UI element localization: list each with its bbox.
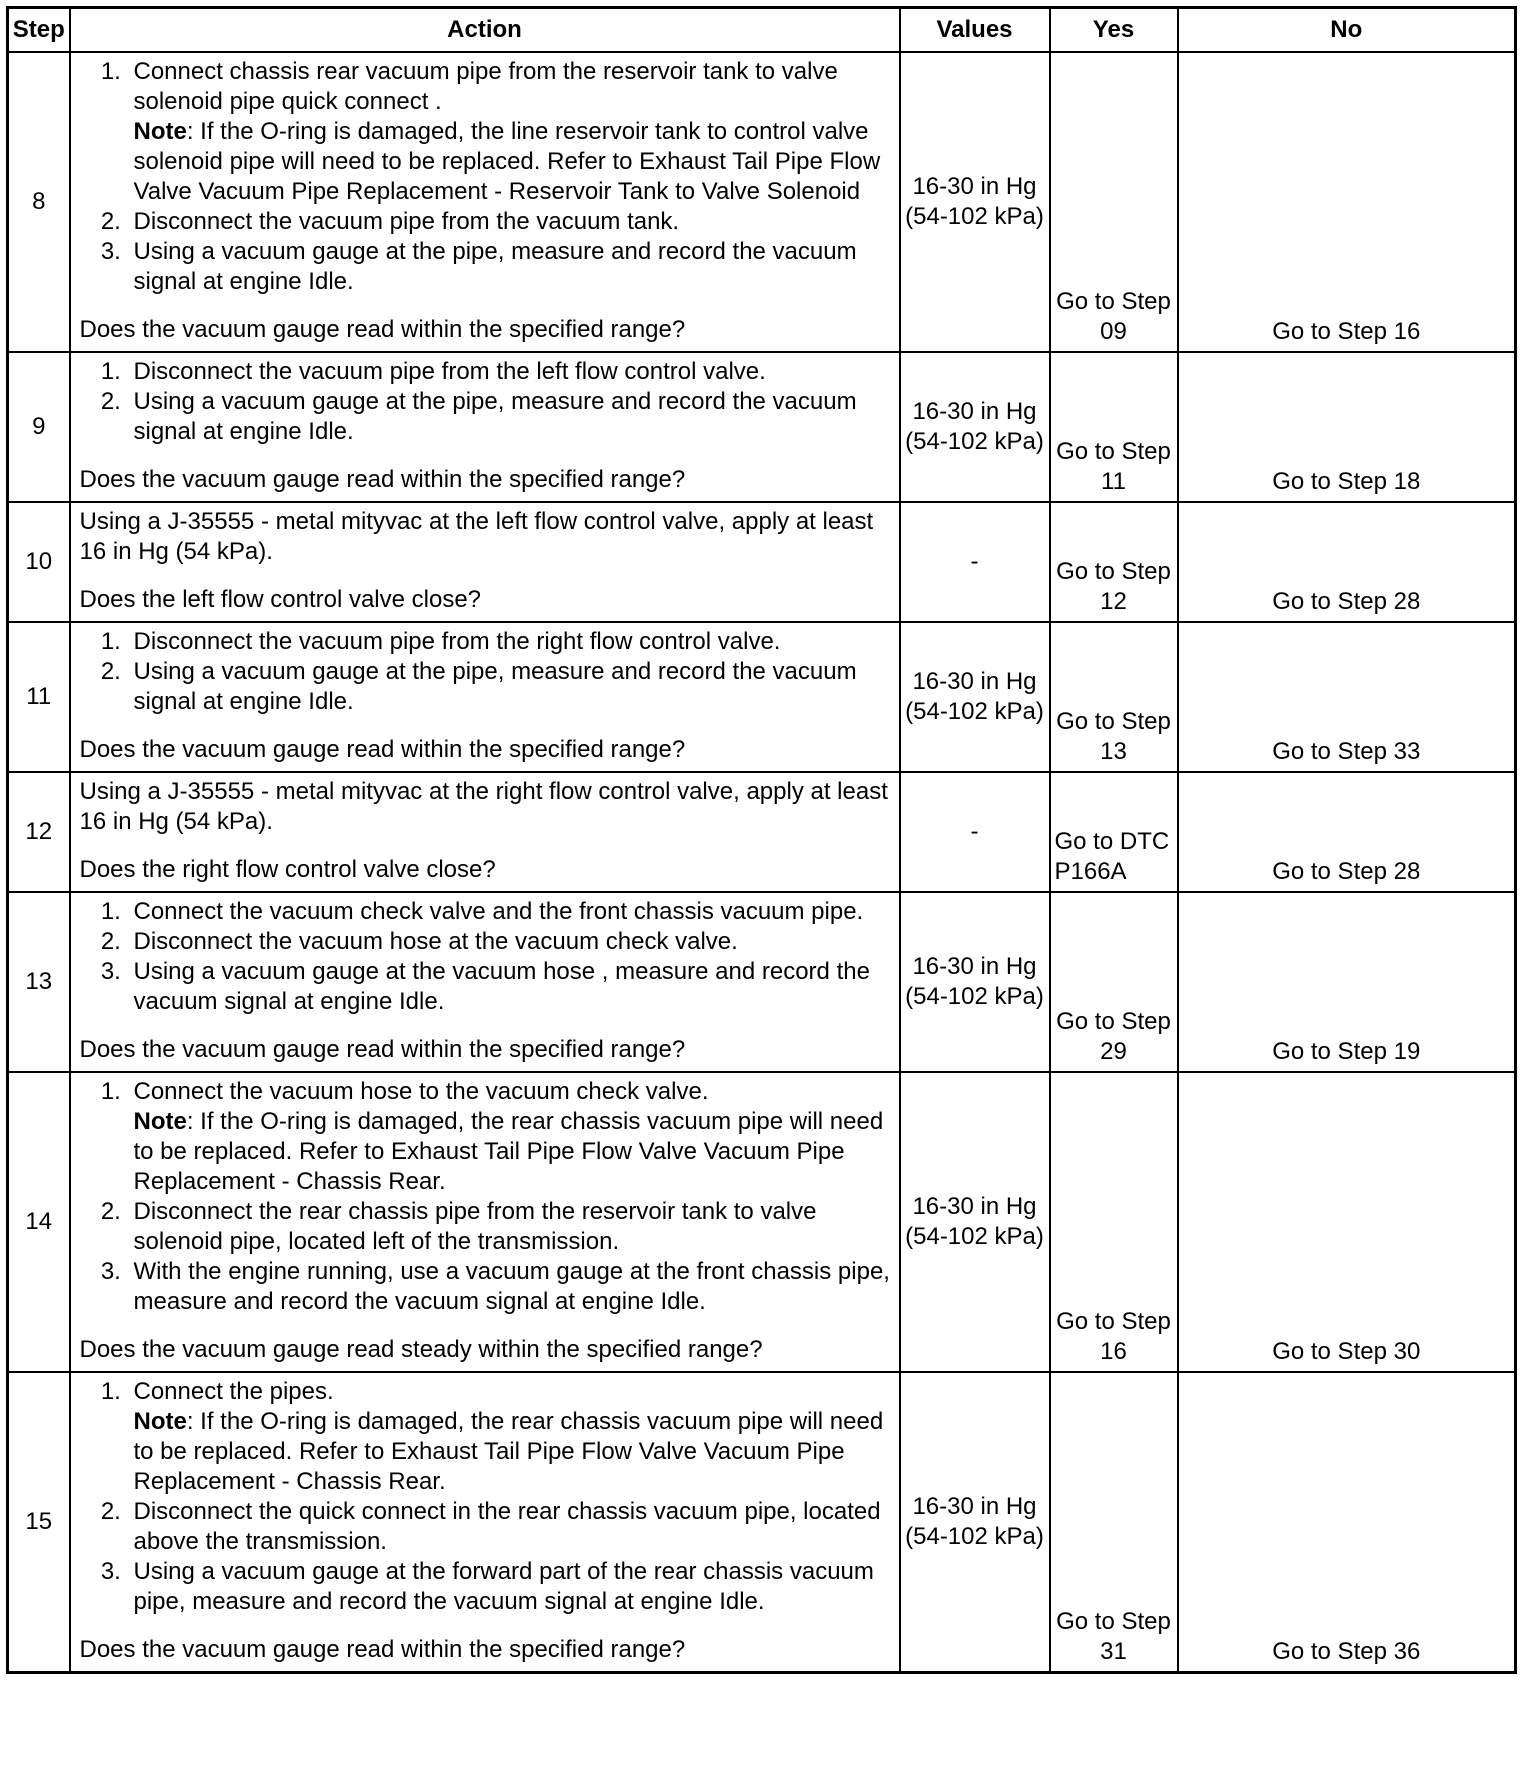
table-row (8, 502, 1516, 622)
header-action: Action (70, 8, 900, 53)
action-paragraph: Using a J-35555 - metal mityvac at the left flow control valve, apply at least 16 in Hg (54 kPa). (79, 508, 874, 565)
note-label: Note (133, 1408, 187, 1435)
no-link[interactable]: Go to Step 33 (1178, 622, 1516, 772)
question-text: Does the vacuum gauge read within the specified range? (79, 316, 686, 343)
step-number: 10 (8, 502, 70, 622)
values-cell: 16-30 in Hg (54-102 kPa) (900, 622, 1050, 772)
table-row (8, 352, 1516, 502)
yes-link[interactable]: Go to Step 11 (1050, 352, 1178, 502)
yes-link[interactable]: Go to DTC P166A (1050, 772, 1178, 892)
step-number: 15 (8, 1372, 70, 1673)
header-yes: Yes (1050, 8, 1178, 53)
values-cell: 16-30 in Hg (54-102 kPa) (900, 1372, 1050, 1673)
table-row (8, 622, 1516, 772)
note (134, 1407, 893, 1497)
note-label: Note (133, 1108, 187, 1135)
diagnostic-table (6, 6, 1517, 1674)
list-item: 1. Disconnect the vacuum pipe from the left flow control valve. (128, 357, 893, 387)
yes-link[interactable]: Go to Step 09 (1050, 52, 1178, 352)
yes-link[interactable]: Go to Step 29 (1050, 892, 1178, 1072)
header-no: No (1178, 8, 1516, 53)
list-item (128, 1377, 893, 1497)
no-link[interactable]: Go to Step 36 (1178, 1372, 1516, 1673)
action-step-text: Connect the vacuum hose to the vacuum check valve. (133, 1078, 709, 1105)
action-cell (70, 772, 900, 892)
table-row (8, 1072, 1516, 1372)
action-step-text: Connect chassis rear vacuum pipe from the reservoir tank to valve solenoid pipe quick connect . (133, 58, 838, 115)
no-link[interactable]: Go to Step 18 (1178, 352, 1516, 502)
question-text: Does the vacuum gauge read within the specified range? (79, 736, 686, 763)
values-cell: - (900, 772, 1050, 892)
note-text: : If the O-ring is damaged, the line reservoir tank to control valve solenoid pipe will need to be replaced. Refer to Exhaust Tail Pipe Flow Valve Vacuum Pipe Replacement - Reservoir Tank to Valve Solenoid (133, 118, 881, 205)
note-label: Note (133, 118, 187, 145)
list-item: 3. Using a vacuum gauge at the pipe, measure and record the vacuum signal at engine Idle. (128, 237, 893, 297)
values-cell: 16-30 in Hg (54-102 kPa) (900, 892, 1050, 1072)
step-number: 12 (8, 772, 70, 892)
list-item: 2. Disconnect the quick connect in the rear chassis vacuum pipe, located above the transmission. (128, 1497, 893, 1557)
table-row (8, 892, 1516, 1072)
action-steps-list (80, 627, 893, 717)
step-number: 9 (8, 352, 70, 502)
action-steps-list (80, 357, 893, 447)
action-steps-list (80, 57, 893, 297)
list-item (128, 57, 893, 207)
no-link[interactable]: Go to Step 28 (1178, 772, 1516, 892)
no-link[interactable]: Go to Step 30 (1178, 1072, 1516, 1372)
question-text: Does the left flow control valve close? (79, 586, 482, 613)
list-item: 3. Using a vacuum gauge at the forward part of the rear chassis vacuum pipe, measure and record the vacuum signal at engine Idle. (128, 1557, 893, 1617)
action-cell (70, 1072, 900, 1372)
note (134, 117, 893, 207)
yes-link[interactable]: Go to Step 13 (1050, 622, 1178, 772)
list-item: 1. Connect the vacuum check valve and the front chassis vacuum pipe. (128, 897, 893, 927)
step-number: 11 (8, 622, 70, 772)
yes-link[interactable]: Go to Step 31 (1050, 1372, 1178, 1673)
action-steps-list (80, 1377, 893, 1617)
question-text: Does the vacuum gauge read steady within the specified range? (79, 1336, 763, 1363)
list-item (128, 1077, 893, 1197)
values-cell: - (900, 502, 1050, 622)
header-step: Step (8, 8, 70, 53)
list-item: 2. Using a vacuum gauge at the pipe, measure and record the vacuum signal at engine Idle. (128, 657, 893, 717)
question-text: Does the vacuum gauge read within the specified range? (79, 1636, 686, 1663)
action-cell (70, 52, 900, 352)
header-values: Values (900, 8, 1050, 53)
note (134, 1107, 893, 1197)
action-steps-list (80, 897, 893, 1017)
list-item: 2. Disconnect the vacuum pipe from the vacuum tank. (128, 207, 893, 237)
table-row (8, 1372, 1516, 1673)
action-steps-list (80, 1077, 893, 1317)
step-number: 13 (8, 892, 70, 1072)
diagnostic-table-container (6, 6, 1514, 1674)
action-cell (70, 502, 900, 622)
action-cell (70, 892, 900, 1072)
question-text: Does the vacuum gauge read within the specified range? (79, 1036, 686, 1063)
action-cell (70, 352, 900, 502)
table-header-row (8, 8, 1516, 53)
question-text: Does the vacuum gauge read within the specified range? (79, 466, 686, 493)
no-link[interactable]: Go to Step 16 (1178, 52, 1516, 352)
yes-link[interactable]: Go to Step 16 (1050, 1072, 1178, 1372)
list-item: 2. Disconnect the rear chassis pipe from the reservoir tank to valve solenoid pipe, located left of the transmission. (128, 1197, 893, 1257)
action-paragraph: Using a J-35555 - metal mityvac at the right flow control valve, apply at least 16 in Hg (54 kPa). (79, 778, 888, 835)
values-cell: 16-30 in Hg (54-102 kPa) (900, 1072, 1050, 1372)
list-item: 2. Using a vacuum gauge at the pipe, measure and record the vacuum signal at engine Idle. (128, 387, 893, 447)
values-cell: 16-30 in Hg (54-102 kPa) (900, 352, 1050, 502)
no-link[interactable]: Go to Step 19 (1178, 892, 1516, 1072)
action-cell (70, 1372, 900, 1673)
note-text: : If the O-ring is damaged, the rear chassis vacuum pipe will need to be replaced. Refer to Exhaust Tail Pipe Flow Valve Vacuum Pipe Replacement - Chassis Rear. (133, 1408, 884, 1495)
action-cell (70, 622, 900, 772)
values-cell: 16-30 in Hg (54-102 kPa) (900, 52, 1050, 352)
step-number: 14 (8, 1072, 70, 1372)
list-item: 2. Disconnect the vacuum hose at the vacuum check valve. (128, 927, 893, 957)
action-step-text: Connect the pipes. (133, 1378, 334, 1405)
list-item: 3. With the engine running, use a vacuum gauge at the front chassis pipe, measure and record the vacuum signal at engine Idle. (128, 1257, 893, 1317)
note-text: : If the O-ring is damaged, the rear chassis vacuum pipe will need to be replaced. Refer to Exhaust Tail Pipe Flow Valve Vacuum Pipe Replacement - Chassis Rear. (133, 1108, 884, 1195)
step-number: 8 (8, 52, 70, 352)
table-row (8, 772, 1516, 892)
question-text: Does the right flow control valve close? (79, 856, 496, 883)
list-item: 1. Disconnect the vacuum pipe from the right flow control valve. (128, 627, 893, 657)
table-row (8, 52, 1516, 352)
list-item: 3. Using a vacuum gauge at the vacuum hose , measure and record the vacuum signal at engine Idle. (128, 957, 893, 1017)
no-link[interactable]: Go to Step 28 (1178, 502, 1516, 622)
yes-link[interactable]: Go to Step 12 (1050, 502, 1178, 622)
